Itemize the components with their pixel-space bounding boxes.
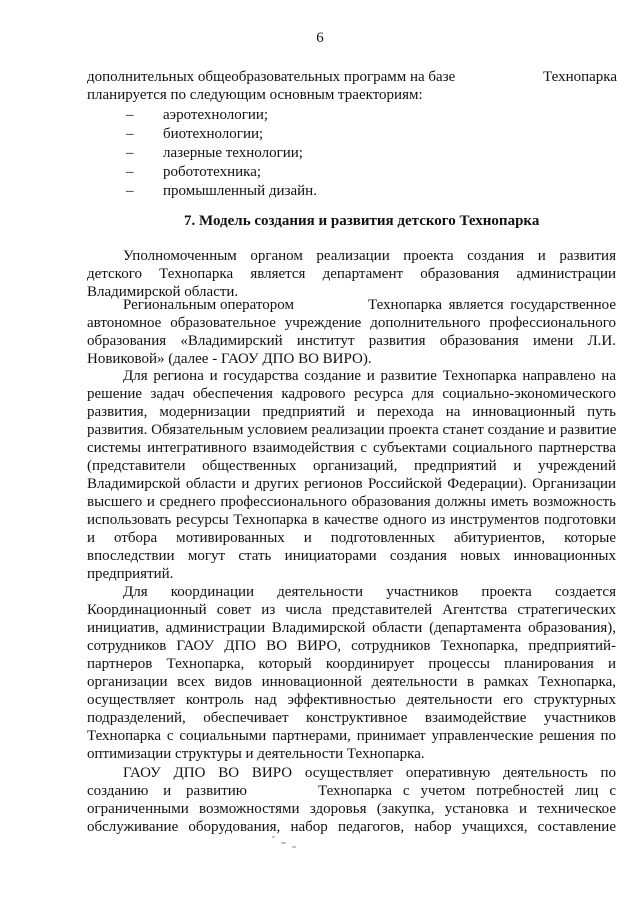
text-line: Владимирской области и других регионов Российской Федерации). Организации bbox=[87, 476, 616, 492]
text-line: Уполномоченным органом реализации проекта создания и развития bbox=[123, 248, 616, 264]
text-line: обслуживание оборудования, набор педагогов, набор учащихся, составление bbox=[87, 819, 616, 835]
list-item: промышленный дизайн. bbox=[163, 183, 317, 199]
text-line: предприятий. bbox=[87, 566, 174, 582]
text-line: впоследствии могут стать инициаторами создания новых инновационных bbox=[87, 548, 616, 564]
list-bullet: – bbox=[126, 183, 134, 199]
text-line: Технопарка с учетом потребностей лиц с bbox=[318, 783, 616, 799]
scan-speck bbox=[292, 846, 296, 848]
intro-line-1: дополнительных общеобразовательных программ на базе bbox=[87, 69, 456, 85]
text-line: развития, модернизации предприятий и перехода на инновационный путь bbox=[87, 404, 616, 420]
text-line: Для координации деятельности участников проекта создается bbox=[123, 584, 616, 600]
text-line: (представители общественных организаций, предприятий и учреждений bbox=[87, 458, 616, 474]
text-line: Технопарка является государственное bbox=[368, 297, 616, 313]
text-line: созданию и развитию bbox=[87, 783, 247, 799]
text-line: и отбора мотивированных и подготовленных абитуриентов, которые bbox=[87, 530, 616, 546]
text-line: ГАОУ ДПО ВО ВИРО осуществляет оперативную деятельность по bbox=[123, 765, 616, 781]
section-heading: 7. Модель создания и развития детского Технопарка bbox=[184, 213, 540, 229]
list-item: робототехника; bbox=[163, 164, 262, 180]
text-line: детского Технопарка является департамент образования администрации bbox=[87, 266, 616, 282]
text-line: образования «Владимирский институт развития образования имени Л.И. bbox=[87, 333, 616, 349]
text-line: Региональным оператором bbox=[123, 297, 294, 313]
text-line: использовать ресурсы Технопарка в качестве одного из инструментов подготовки bbox=[87, 512, 616, 528]
text-line: Координационный совет из числа представителей Агентства стратегических bbox=[87, 602, 616, 618]
text-line: Владимирской области. bbox=[87, 284, 239, 300]
intro-line-1-right: Технопарка bbox=[543, 69, 617, 85]
list-bullet: – bbox=[126, 107, 134, 123]
text-line: решение задач обеспечения кадрового ресурса для социально-экономического bbox=[87, 386, 616, 402]
text-line: партнеров Технопарка, который координирует процессы планирования и bbox=[87, 656, 616, 672]
text-line: Для региона и государства создание и развитие Технопарка направлено на bbox=[123, 368, 616, 384]
text-line: высшего и среднего профессионального образования должны иметь возможность bbox=[87, 494, 616, 510]
text-line: автономное образовательное учреждение дополнительного профессионального bbox=[87, 315, 616, 331]
text-line: организации всех видов инновационной деятельности в рамках Технопарка, bbox=[87, 674, 616, 690]
list-item: лазерные технологии; bbox=[163, 145, 303, 161]
list-bullet: – bbox=[126, 145, 134, 161]
scan-speck bbox=[281, 842, 286, 844]
text-line: развития. Обязательным условием реализации проекта станет создание и развитие bbox=[87, 422, 617, 438]
text-line: оптимизации структуры и деятельности Технопарка. bbox=[87, 746, 425, 762]
scan-speck bbox=[272, 836, 275, 838]
text-line: осуществляет контроль над эффективностью деятельности его структурных bbox=[87, 692, 616, 708]
text-line: ограниченными возможностями здоровья (закупка, установка и техническое bbox=[87, 801, 616, 817]
text-line: сотрудников ГАОУ ДПО ВО ВИРО, сотрудников Технопарка, предприятий- bbox=[87, 638, 616, 654]
list-bullet: – bbox=[126, 126, 134, 142]
text-line: системы интегративного взаимодействия с субъектами социального партнерства bbox=[87, 440, 616, 456]
list-item: биотехнологии; bbox=[163, 126, 264, 142]
text-line: инициатив, администрации Владимирской области (департамента образования), bbox=[87, 620, 616, 636]
intro-line-2: планируется по следующим основным траекториям: bbox=[87, 87, 423, 103]
text-line: подразделений, обеспечивает конструктивное взаимодействие участников bbox=[87, 710, 616, 726]
list-item: аэротехнологии; bbox=[163, 107, 269, 123]
text-line: Технопарка с социальными партнерами, принимает управленческие решения по bbox=[87, 728, 616, 744]
text-line: Новиковой» (далее - ГАОУ ДПО ВО ВИРО). bbox=[87, 351, 372, 367]
list-bullet: – bbox=[126, 164, 134, 180]
page-number: 6 bbox=[316, 30, 324, 46]
